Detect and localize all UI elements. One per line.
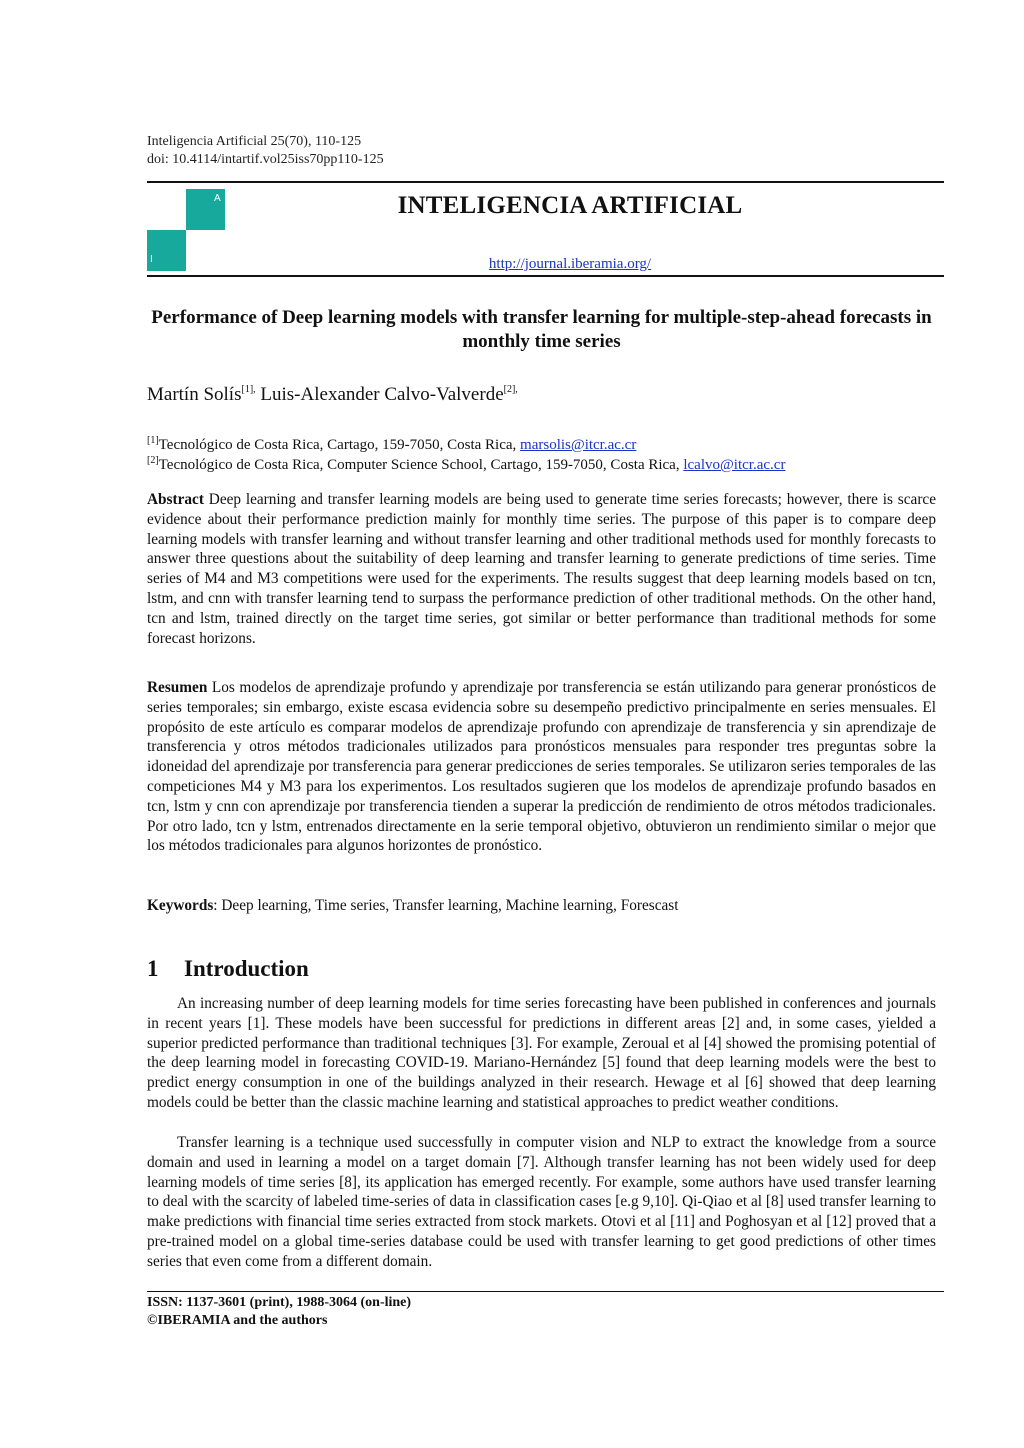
- footer-issn: ISSN: 1137-3601 (print), 1988-3064 (on-line): [147, 1295, 412, 1310]
- affiliation-1-email-link[interactable]: marsolis@itcr.ac.cr: [520, 437, 637, 453]
- authors: [147, 384, 518, 406]
- logo-letter-a: A: [214, 193, 221, 204]
- abstract-paragraph: [147, 490, 936, 648]
- resumen-label: Resumen: [147, 679, 208, 696]
- affiliation-2: [147, 451, 785, 475]
- section-number: 1: [147, 956, 159, 981]
- author-1: Martín Solís: [147, 384, 242, 405]
- keywords-line: [147, 896, 936, 916]
- masthead-top-rule: [147, 181, 944, 183]
- affiliation-1-text: Tecnológico de Costa Rica, Cartago, 159-7050, Costa Rica,: [158, 437, 521, 453]
- author-1-affiliation-mark: [1],: [241, 384, 256, 395]
- journal-reference: Inteligencia Artificial 25(70), 110-125: [147, 134, 362, 149]
- intro-paragraph-1: An increasing number of deep learning models for time series forecasting have been published in conferences and journals in recent years [1]. These models have been successful for predictions in different areas [2] and, in some cases, yielded a superior predicted performance than traditional techniques [3]. For example, Zeroual et al [4] showed the promising potential of the deep learning model in forecasting COVID-19. Mariano-Hernández [5] found that deep learning models were the best to predict energy consumption in one of the buildings analyzed in their research. Hewage et al [6] showed that deep learning models could be better than the classic machine learning and statistical approaches to predict weather conditions.: [147, 995, 936, 1111]
- doi: doi: 10.4114/intartif.vol25iss70pp110-125: [147, 152, 384, 167]
- abstract-text: Deep learning and transfer learning models are being used to generate time series forecasts; however, there is scarce evidence about their performance prediction mainly for monthly time series. The purpose of this paper is to compare deep learning models with transfer learning and without transfer learning and other traditional methods used for monthly forecasts to answer three questions about the suitability of deep learning and transfer learning to generate predictions of time series. Time series of M4 and M3 competitions were used for the experiments. The results suggest that deep learning models based on tcn, lstm, and cnn with transfer learning tend to surpass the performance prediction of other traditional methods. On the other hand, tcn and lstm, trained directly on the target time series, got similar or better performance than traditional methods for some forecast horizons.: [147, 491, 937, 647]
- resumen-paragraph: [147, 678, 936, 856]
- author-2: Luis-Alexander Calvo-Valverde: [260, 384, 504, 405]
- keywords-label: Keywords: [147, 897, 214, 914]
- section-heading-introduction: [147, 956, 309, 982]
- affiliation-2-text: Tecnológico de Costa Rica, Computer Science School, Cartago, 159-7050, Costa Rica,: [158, 457, 684, 473]
- masthead-bottom-rule: [147, 275, 944, 277]
- logo-letter-i: I: [150, 254, 153, 265]
- section-title: Introduction: [184, 956, 309, 981]
- author-2-affiliation-mark: [2],: [503, 384, 518, 395]
- affiliation-2-mark: [2]: [147, 455, 159, 466]
- affiliation-2-email-link[interactable]: lcalvo@itcr.ac.cr: [683, 457, 786, 473]
- footer-copyright: ©IBERAMIA and the authors: [147, 1313, 328, 1328]
- footer-rule: [147, 1291, 944, 1292]
- logo-block-bottom: [147, 230, 186, 271]
- keywords-text: : Deep learning, Time series, Transfer learning, Machine learning, Forescast: [213, 897, 679, 914]
- affiliation-1-mark: [1]: [147, 435, 159, 446]
- journal-title: INTELIGENCIA ARTIFICIAL: [397, 192, 743, 219]
- resumen-text: Los modelos de aprendizaje profundo y aprendizaje por transferencia se están utilizando para generar pronósticos de series temporales; sin embargo, existe escasa evidencia sobre su desempeño predictivo principalmente en series mensuales. El propósito de este artículo es comparar modelos de aprendizaje profundo con aprendizaje de transferencia y sin aprendizaje de transferencia y otros métodos tradicionales utilizados para pronósticos mensuales para responder tres preguntas sobre la idoneidad del aprendizaje por transferencia para generar predicciones de series temporales. Se utilizaron series temporales de las competiciones M4 y M3 para los experimentos. Los resultados sugieren que los modelos de aprendizaje profundo basados en tcn, lstm y cnn con aprendizaje por transferencia tienden a superar la predicción de rendimiento de otros métodos tradicionales. Por otro lado, tcn y lstm, entrenados directamente en la serie temporal objetivo, obtuvieron un rendimiento similar o mejor que los métodos tradicionales para algunos horizontes de pronóstico.: [147, 679, 936, 855]
- abstract-label: Abstract: [147, 491, 204, 508]
- journal-url-link[interactable]: http://journal.iberamia.org/: [488, 256, 652, 272]
- journal-url-container: [320, 256, 820, 273]
- logo-block-top: [186, 189, 225, 230]
- intro-paragraph-2: Transfer learning is a technique used successfully in computer vision and NLP to extract the knowledge from a source domain and used in learning a model on a target domain [7]. Although transfer learning has not been widely used for deep learning models of time series [8], its application has emerged recently. For example, some authors have used transfer learning to deal with the scarcity of labeled time-series of data in classification cases [e.g 9,10]. Qi-Qiao et al [8] used transfer learning to make predictions with financial time series extracted from stock markets. Otovi et al [11] and Poghosyan et al [12] proved that a pre-trained model on a global time-series database could be used with transfer learning to get good predictions of other times series that even come from a different domain.: [147, 1134, 936, 1270]
- paper-title: Performance of Deep learning models with transfer learning for multiple-step-ahead forecasts in monthly time series: [151, 307, 932, 352]
